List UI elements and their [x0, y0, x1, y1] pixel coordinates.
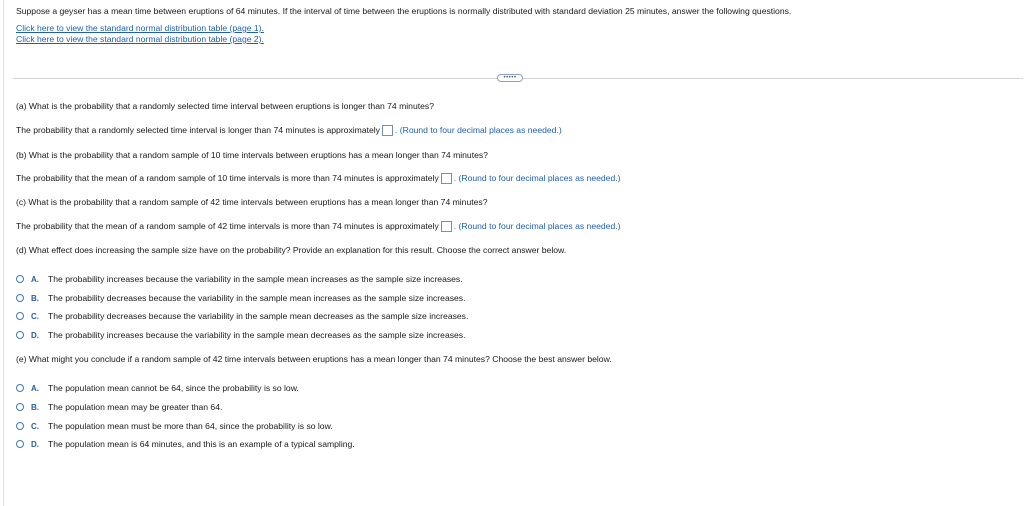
part-d-option-b[interactable] [16, 293, 466, 303]
option-text: The probability decreases because the variability in the sample mean decreases as the sample size increases. [48, 311, 469, 321]
radio-button[interactable] [16, 331, 24, 339]
part-d-option-c[interactable] [16, 311, 468, 321]
expand-ellipsis-button[interactable]: ••••• [497, 74, 523, 82]
option-text: The population mean cannot be 64, since the probability is so low. [48, 383, 299, 393]
part-e-option-c[interactable] [16, 421, 333, 431]
radio-button[interactable] [16, 403, 24, 411]
part-e-option-b[interactable] [16, 402, 222, 412]
part-c-answer-line [16, 221, 620, 232]
radio-button[interactable] [16, 294, 24, 302]
radio-button[interactable] [16, 312, 24, 320]
part-c-prompt: The probability that the mean of a random sample of 42 time intervals is more than 74 minutes is approximately [16, 221, 439, 231]
option-text: The probability increases because the variability in the sample mean decreases as the sample size increases. [48, 330, 466, 340]
option-letter: B. [31, 293, 39, 303]
part-b-prompt: The probability that the mean of a random sample of 10 time intervals is more than 74 minutes is approximately [16, 173, 439, 183]
radio-button[interactable] [16, 275, 24, 283]
option-text: The probability increases because the variability in the sample mean increases as the sample size increases. [48, 274, 463, 284]
part-a-question: (a) What is the probability that a randomly selected time interval between eruptions is longer than 74 minutes? [16, 101, 434, 111]
part-b-hint: . (Round to four decimal places as needed.) [453, 173, 621, 183]
radio-button[interactable] [16, 384, 24, 392]
option-text: The population mean must be more than 64, since the probability is so low. [48, 421, 333, 431]
option-letter: B. [31, 402, 39, 412]
option-letter: C. [31, 421, 39, 431]
part-e-option-d[interactable] [16, 439, 355, 449]
part-d-option-d[interactable] [16, 330, 466, 340]
option-text: The population mean is 64 minutes, and this is an example of a typical sampling. [48, 439, 355, 449]
option-letter: D. [31, 330, 39, 340]
part-a-hint: . (Round to four decimal places as needed.) [394, 125, 562, 135]
option-text: The population mean may be greater than 64. [48, 402, 223, 412]
part-b-answer-line [16, 173, 620, 184]
left-border [3, 0, 4, 506]
part-d-option-a[interactable] [16, 274, 463, 284]
normal-table-page2-link[interactable]: Click here to view the standard normal distribution table (page 2). [16, 34, 264, 44]
option-letter: D. [31, 439, 39, 449]
option-letter: A. [31, 274, 39, 284]
option-text: The probability decreases because the variability in the sample mean increases as the sample size increases. [48, 293, 466, 303]
part-e-option-a[interactable] [16, 383, 299, 393]
option-letter: A. [31, 383, 39, 393]
part-c-hint: . (Round to four decimal places as needed.) [453, 221, 621, 231]
part-c-question: (c) What is the probability that a random sample of 42 time intervals between eruptions has a mean longer than 74 minutes? [16, 197, 488, 207]
part-d-question: (d) What effect does increasing the sample size have on the probability? Provide an explanation for this result. Choose the correct answer below. [16, 245, 567, 255]
normal-table-page1-link[interactable]: Click here to view the standard normal distribution table (page 1). [16, 23, 264, 33]
radio-button[interactable] [16, 440, 24, 448]
part-a-answer-input[interactable] [382, 125, 393, 136]
part-a-answer-line [16, 125, 562, 136]
part-a-prompt: The probability that a randomly selected time interval is longer than 74 minutes is approximately [16, 125, 380, 135]
part-b-question: (b) What is the probability that a random sample of 10 time intervals between eruptions has a mean longer than 74 minutes? [16, 150, 488, 160]
part-c-answer-input[interactable] [441, 221, 452, 232]
part-b-answer-input[interactable] [441, 173, 452, 184]
part-e-question: (e) What might you conclude if a random sample of 42 time intervals between eruptions has a mean longer than 74 minutes? Choose the best answer below. [16, 354, 612, 364]
option-letter: C. [31, 311, 39, 321]
problem-intro: Suppose a geyser has a mean time between eruptions of 64 minutes. If the interval of time between the eruptions is normally distributed with standard deviation 25 minutes, answer the following questions. [16, 6, 792, 16]
radio-button[interactable] [16, 422, 24, 430]
